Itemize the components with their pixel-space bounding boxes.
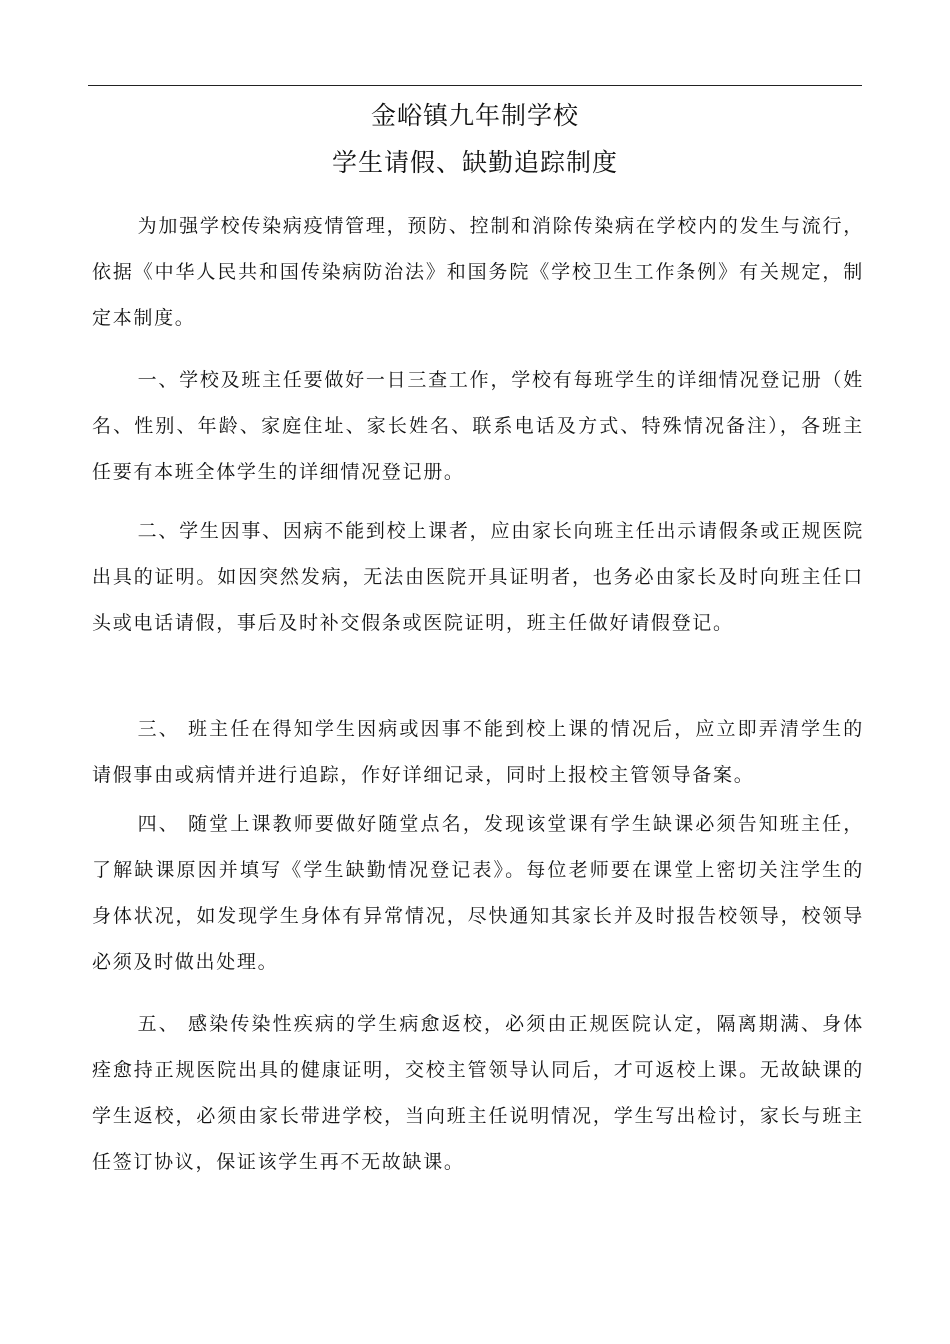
section-3-paragraph: 三、 班主任在得知学生因病或因事不能到校上课的情况后，应立即弄清学生的请假事由或病情并进行追踪，作好详细记录，同时上报校主管领导备案。 (92, 718, 864, 786)
section-1-paragraph: 一、学校及班主任要做好一日三查工作，学校有每班学生的详细情况登记册（姓名、性别、年龄、家庭住址、家长姓名、联系电话及方式、特殊情况备注），各班主任要有本班全体学生的详细情况登记册。 (92, 369, 864, 483)
intro-paragraph: 为加强学校传染病疫情管理，预防、控制和消除传染病在学校内的发生与流行，依据《中华人民共和国传染病防治法》和国务院《学校卫生工作条例》有关规定，制定本制度。 (92, 215, 864, 329)
section-5-paragraph: 五、 感染传染性疾病的学生病愈返校，必须由正规医院认定，隔离期满、身体痊愈持正规医院出具的健康证明，交校主管领导认同后，才可返校上课。无故缺课的学生返校，必须由家长带进学校，当向班主任说明情况，学生写出检讨，家长与班主任签订协议，保证该学生再不无故缺课。 (92, 1013, 864, 1173)
document-title-school: 金峪镇九年制学校 (370, 101, 579, 130)
section-2-paragraph: 二、学生因事、因病不能到校上课者，应由家长向班主任出示请假条或正规医院出具的证明。如因突然发病，无法由医院开具证明者，也务必由家长及时向班主任口头或电话请假，事后及时补交假条或医院证明，班主任做好请假登记。 (92, 520, 864, 634)
section-4-paragraph: 四、 随堂上课教师要做好随堂点名，发现该堂课有学生缺课必须告知班主任，了解缺课原因并填写《学生缺勤情况登记表》。每位老师要在课堂上密切关注学生的身体状况，如发现学生身体有异常情况，尽快通知其家长并及时报告校领导，校领导必须及时做出处理。 (92, 813, 864, 973)
document-title-policy: 学生请假、缺勤追踪制度 (331, 148, 618, 177)
header-rule (88, 85, 862, 86)
